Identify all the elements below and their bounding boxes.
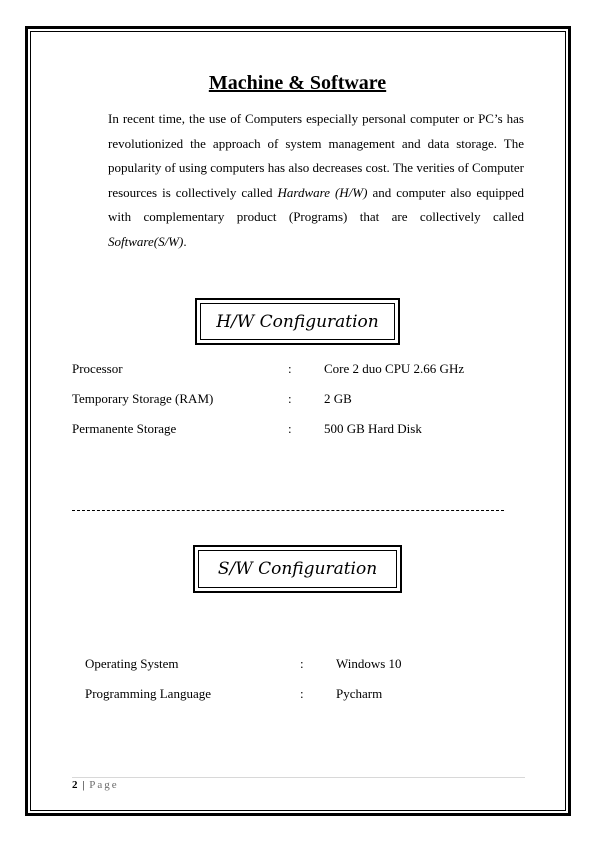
spec-separator: : [288, 421, 292, 436]
footer-separator: | [82, 779, 85, 791]
spec-separator: : [288, 391, 292, 406]
spec-label: Temporary Storage (RAM) [72, 391, 214, 406]
software-term: Software(S/W) [108, 233, 184, 249]
sw-spec-row-os [0, 655, 595, 673]
spec-label: Operating System [85, 656, 179, 671]
spec-label: Programming Language [85, 686, 211, 701]
hw-spec-row-storage [0, 420, 595, 438]
hw-config-heading: H/W Configuration [200, 303, 395, 340]
page-footer [72, 779, 119, 791]
footer-rule [72, 777, 525, 778]
spec-label: Permanente Storage [72, 421, 177, 436]
intro-paragraph [108, 107, 524, 254]
spec-label: Processor [72, 361, 123, 376]
spec-value: 500 GB Hard Disk [324, 421, 422, 436]
hw-spec-row-ram [0, 390, 595, 408]
sw-config-heading: S/W Configuration [198, 550, 397, 588]
sw-spec-row-language [0, 685, 595, 703]
page-label: Page [89, 779, 119, 791]
dashed-divider [72, 510, 504, 511]
hardware-term: Hardware (H/W) [277, 184, 368, 200]
spec-value: 2 GB [324, 391, 352, 406]
spec-separator: : [300, 686, 304, 701]
intro-text-1: In recent time, the use of Computers especially personal computer or PC’s has revolutionized the approach of system management and data storage. The popularity of using computers has also decreases cost. The verities of Computer resources is collectively called [108, 111, 524, 200]
spec-value: Windows 10 [336, 656, 402, 671]
spec-value: Pycharm [336, 686, 383, 701]
page-title: Machine & Software [208, 72, 387, 94]
page-number: 2 [72, 779, 78, 791]
intro-text-3: . [183, 233, 187, 249]
intro-text-2: and computer also equipped with complementary product (Programs) that are collectively called [108, 184, 524, 224]
spec-value: Core 2 duo CPU 2.66 GHz [324, 361, 465, 376]
hw-spec-row-processor [0, 360, 595, 378]
sw-config-heading-box [193, 545, 402, 593]
spec-separator: : [300, 656, 304, 671]
hw-config-heading-box [195, 298, 400, 345]
spec-separator: : [288, 361, 292, 376]
